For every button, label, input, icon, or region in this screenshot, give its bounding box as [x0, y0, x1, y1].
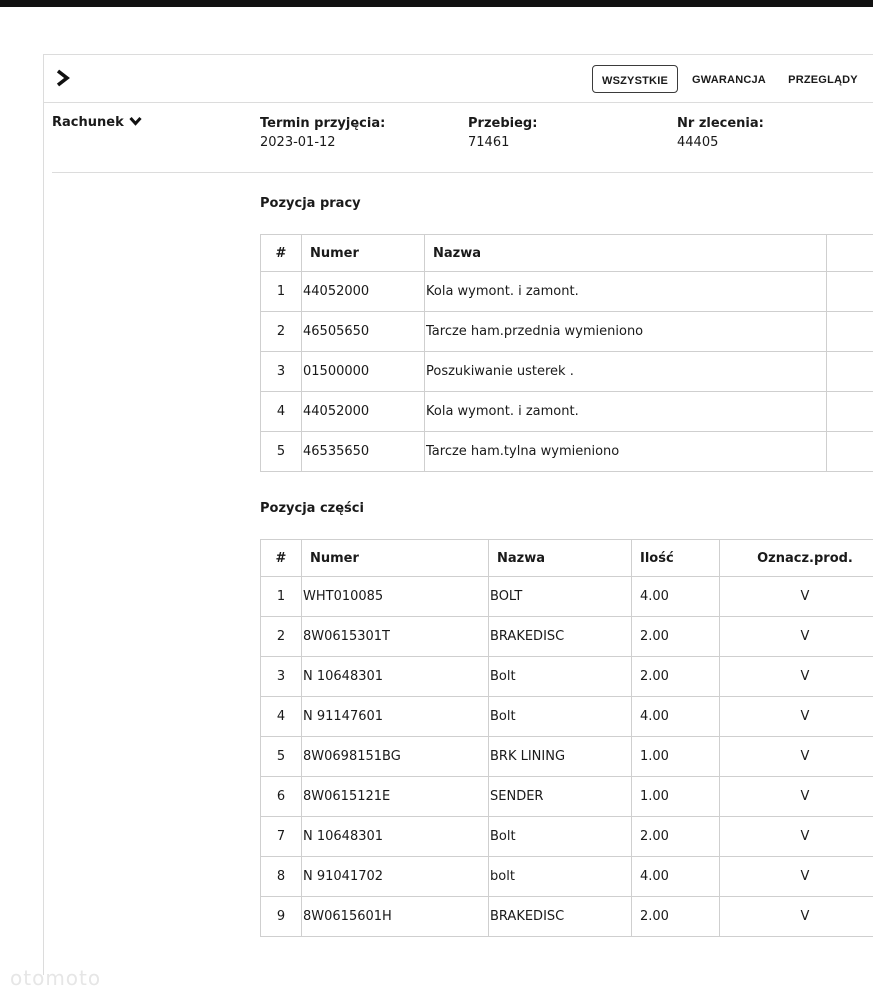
row-number: 44052000	[302, 272, 425, 312]
column-header-index: #	[261, 540, 302, 577]
chevron-right-icon[interactable]	[55, 69, 71, 87]
table-header-row	[261, 540, 873, 577]
intake-date-label: Termin przyjęcia:	[260, 116, 386, 131]
row-name: BOLT	[489, 577, 632, 617]
mileage-label: Przebieg:	[468, 116, 538, 131]
row-index: 8	[261, 857, 302, 897]
row-manufacturer-code: V	[720, 777, 873, 817]
row-name: Bolt	[489, 657, 632, 697]
work-positions-table	[260, 234, 873, 472]
row-manufacturer-code: V	[720, 737, 873, 777]
table-row	[261, 392, 873, 432]
row-index: 6	[261, 777, 302, 817]
table-row	[261, 657, 873, 697]
table-row	[261, 897, 873, 937]
order-number-value: 44405	[677, 135, 719, 150]
row-name: Tarcze ham.przednia wymieniono	[425, 312, 827, 352]
row-number: 8W0615121E	[302, 777, 489, 817]
row-name: bolt	[489, 857, 632, 897]
table-row	[261, 617, 873, 657]
row-extra	[827, 272, 873, 312]
part-positions-title: Pozycja części	[260, 501, 364, 516]
row-manufacturer-code: V	[720, 697, 873, 737]
row-manufacturer-code: V	[720, 617, 873, 657]
filter-button-inspections[interactable]: PRZEGLĄDY	[780, 65, 866, 93]
row-name: Poszukiwanie usterek .	[425, 352, 827, 392]
column-header-extra	[827, 235, 873, 272]
table-row	[261, 272, 873, 312]
row-number: 8W0698151BG	[302, 737, 489, 777]
filter-button-warranty[interactable]: GWARANCJA	[686, 65, 772, 93]
top-bar	[0, 0, 873, 7]
column-header-quantity: Ilość	[632, 540, 720, 577]
row-number: 46535650	[302, 432, 425, 472]
row-index: 7	[261, 817, 302, 857]
row-extra	[827, 392, 873, 432]
row-name: Kola wymont. i zamont.	[425, 272, 827, 312]
row-number: 44052000	[302, 392, 425, 432]
row-name: BRAKEDISC	[489, 897, 632, 937]
column-header-name: Nazwa	[489, 540, 632, 577]
row-index: 3	[261, 352, 302, 392]
filter-button-all[interactable]: WSZYSTKIE	[592, 65, 678, 93]
column-header-index: #	[261, 235, 302, 272]
row-index: 9	[261, 897, 302, 937]
row-number: 8W0615601H	[302, 897, 489, 937]
service-history-panel	[43, 54, 873, 975]
column-header-number: Numer	[302, 235, 425, 272]
row-manufacturer-code: V	[720, 657, 873, 697]
row-extra	[827, 312, 873, 352]
row-quantity: 2.00	[632, 817, 720, 857]
chevron-down-icon	[129, 115, 142, 130]
watermark-logo: otomoto	[10, 966, 102, 990]
table-row	[261, 777, 873, 817]
row-name: BRAKEDISC	[489, 617, 632, 657]
row-number: 46505650	[302, 312, 425, 352]
mileage-value: 71461	[468, 135, 510, 150]
row-index: 5	[261, 737, 302, 777]
table-row	[261, 577, 873, 617]
row-number: N 10648301	[302, 657, 489, 697]
row-quantity: 1.00	[632, 777, 720, 817]
row-name: BRK LINING	[489, 737, 632, 777]
row-index: 2	[261, 312, 302, 352]
row-index: 1	[261, 577, 302, 617]
row-name: SENDER	[489, 777, 632, 817]
row-index: 1	[261, 272, 302, 312]
table-row	[261, 432, 873, 472]
row-number: WHT010085	[302, 577, 489, 617]
panel-header	[44, 55, 873, 103]
invoice-toggle[interactable]	[52, 115, 142, 130]
row-number: N 91147601	[302, 697, 489, 737]
row-extra	[827, 352, 873, 392]
row-quantity: 2.00	[632, 897, 720, 937]
row-index: 5	[261, 432, 302, 472]
work-positions-title: Pozycja pracy	[260, 196, 361, 211]
row-quantity: 4.00	[632, 697, 720, 737]
invoice-toggle-label: Rachunek	[52, 115, 124, 130]
row-number: N 91041702	[302, 857, 489, 897]
row-number: N 10648301	[302, 817, 489, 857]
row-extra	[827, 432, 873, 472]
column-header-name: Nazwa	[425, 235, 827, 272]
part-positions-table	[260, 539, 873, 937]
row-name: Tarcze ham.tylna wymieniono	[425, 432, 827, 472]
table-row	[261, 312, 873, 352]
column-header-manufacturer-code: Oznacz.prod.	[720, 540, 873, 577]
row-name: Bolt	[489, 817, 632, 857]
row-name: Kola wymont. i zamont.	[425, 392, 827, 432]
table-row	[261, 737, 873, 777]
table-header-row	[261, 235, 873, 272]
divider	[52, 172, 873, 173]
table-row	[261, 817, 873, 857]
row-manufacturer-code: V	[720, 817, 873, 857]
row-index: 3	[261, 657, 302, 697]
row-index: 4	[261, 697, 302, 737]
row-number: 8W0615301T	[302, 617, 489, 657]
column-header-number: Numer	[302, 540, 489, 577]
row-quantity: 2.00	[632, 657, 720, 697]
row-quantity: 2.00	[632, 617, 720, 657]
row-number: 01500000	[302, 352, 425, 392]
row-quantity: 4.00	[632, 577, 720, 617]
table-row	[261, 352, 873, 392]
table-row	[261, 857, 873, 897]
row-manufacturer-code: V	[720, 857, 873, 897]
row-name: Bolt	[489, 697, 632, 737]
table-row	[261, 697, 873, 737]
row-quantity: 4.00	[632, 857, 720, 897]
intake-date-value: 2023-01-12	[260, 135, 336, 150]
row-manufacturer-code: V	[720, 577, 873, 617]
divider	[43, 940, 44, 960]
row-index: 4	[261, 392, 302, 432]
order-number-label: Nr zlecenia:	[677, 116, 764, 131]
row-quantity: 1.00	[632, 737, 720, 777]
row-index: 2	[261, 617, 302, 657]
row-manufacturer-code: V	[720, 897, 873, 937]
